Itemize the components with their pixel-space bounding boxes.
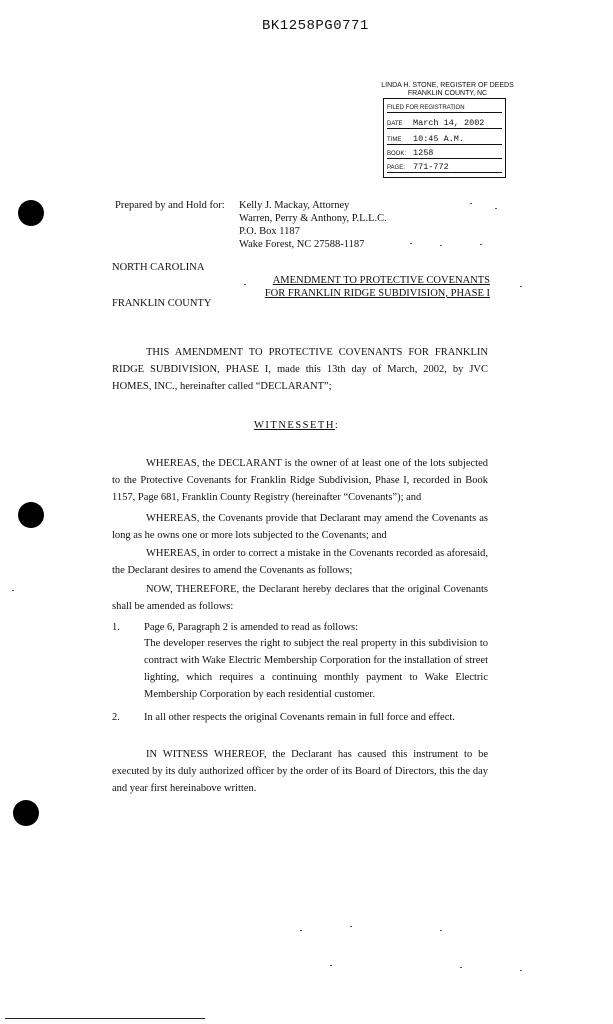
stamp-book-label: BOOK:: [387, 151, 407, 157]
stamp-book-row: [387, 146, 502, 159]
state-label: NORTH CAROLINA: [112, 262, 205, 273]
prepared-by-address: [239, 199, 387, 251]
now-therefore-clause: NOW, THEREFORE, the Declarant hereby declares that the original Covenants shall be amended as follows:: [112, 584, 488, 612]
stamp-page-row: [387, 160, 502, 173]
stamp-date-label: DATE: [387, 121, 403, 127]
whereas-clause-1: WHEREAS, the DECLARANT is the owner of at least one of the lots subjected to the Protective Covenants for Franklin Ridge Subdivision, Phase I, recorded in Book 1157, Page 681, Franklin County Registry (hereinafter “Covenants”); and: [112, 458, 488, 503]
register-name: LINDA H. STONE, REGISTER OF DEEDS: [381, 82, 514, 89]
scan-speck: [410, 243, 412, 244]
register-county: FRANKLIN COUNTY, NC: [407, 90, 488, 97]
scan-speck: [300, 930, 302, 931]
scan-speck: [460, 967, 462, 968]
stamp-time-label: TIME: [387, 137, 402, 143]
whereas-clause-2: WHEREAS, the Covenants provide that Declarant may amend the Covenants as long as he owns one or more lots subjected to the Covenants; and: [112, 513, 488, 541]
stamp-date-value: March 14, 2002: [413, 118, 485, 128]
footer-rule: [5, 1018, 205, 1019]
item-1-text: Page 6, Paragraph 2 is amended to read as follows:: [144, 622, 359, 633]
witnesseth-word: WITNESSETH: [254, 420, 335, 431]
punch-hole: [18, 200, 44, 226]
in-witness-clause: IN WITNESS WHEREOF, the Declarant has caused this instrument to be executed by its duly authorized officer by the order of its Board of Directors, this the day and year first hereinabove written.: [112, 749, 488, 794]
stamp-page-value: 771-772: [413, 162, 449, 172]
prepared-by-line: Wake Forest, NC 27588-1187: [239, 239, 365, 250]
document-title: [258, 274, 490, 300]
scan-speck: [440, 930, 442, 931]
county-label: FRANKLIN COUNTY: [112, 298, 212, 309]
scan-speck: [470, 203, 472, 204]
item-2-text: In all other respects the original Covenants remain in full force and effect.: [144, 712, 455, 723]
whereas-clause-3: WHEREAS, in order to correct a mistake in the Covenants recorded as aforesaid, the Declarant desires to amend the Covenants as follows;: [112, 548, 488, 576]
item-1-number: 1.: [112, 622, 120, 633]
scan-speck: [244, 284, 246, 285]
scan-speck: [440, 245, 442, 246]
scan-speck: [350, 926, 352, 927]
prepared-by-label: Prepared by and Hold for:: [115, 200, 225, 211]
scan-speck: [12, 590, 14, 591]
punch-hole: [18, 502, 44, 528]
scan-speck: [520, 970, 522, 971]
prepared-by-line: Kelly J. Mackay, Attorney: [239, 200, 350, 211]
stamp-title-row: [387, 100, 502, 113]
witnesseth-heading: [254, 419, 339, 432]
item-1-amended-text: The developer reserves the right to subject the real property in this subdivision to contract with Wake Electric Membership Corporation for the installation of street lighting, which requires a continuing monthly payment to Wake Electric Membership Corporation by each residential customer.: [144, 638, 488, 700]
scan-speck: [495, 208, 497, 209]
stamp-date-row: [387, 116, 502, 129]
stamp-time-value: 10:45 A.M.: [413, 134, 465, 144]
register-of-deeds-header: [380, 82, 515, 98]
stamp-book-value: 1258: [413, 148, 434, 158]
punch-hole: [13, 800, 39, 826]
intro-paragraph: THIS AMENDMENT TO PROTECTIVE COVENANTS FOR FRANKLIN RIDGE SUBDIVISION, PHASE I, made this 13th day of March, 2002, by JVC HOMES, INC., hereinafter called “DECLARANT”;: [112, 347, 488, 392]
prepared-by-line: P.O. Box 1187: [239, 226, 300, 237]
scan-speck: [520, 286, 522, 287]
stamp-time-row: [387, 132, 502, 145]
scan-speck: [480, 244, 482, 245]
book-page-reference: BK1258PG0771: [262, 18, 369, 34]
document-title-line-1: AMENDMENT TO PROTECTIVE COVENANTS: [272, 275, 490, 286]
filing-stamp: [383, 98, 506, 178]
scan-speck: [330, 965, 332, 966]
stamp-title: FILED FOR REGISTRATION: [387, 105, 465, 111]
item-2-number: 2.: [112, 712, 120, 723]
document-title-line-2: FOR FRANKLIN RIDGE SUBDIVISION, PHASE I: [264, 288, 490, 299]
prepared-by-line: Warren, Perry & Anthony, P.L.L.C.: [239, 213, 387, 224]
stamp-page-label: PAGE:: [387, 165, 405, 171]
witnesseth-colon: :: [334, 420, 340, 431]
